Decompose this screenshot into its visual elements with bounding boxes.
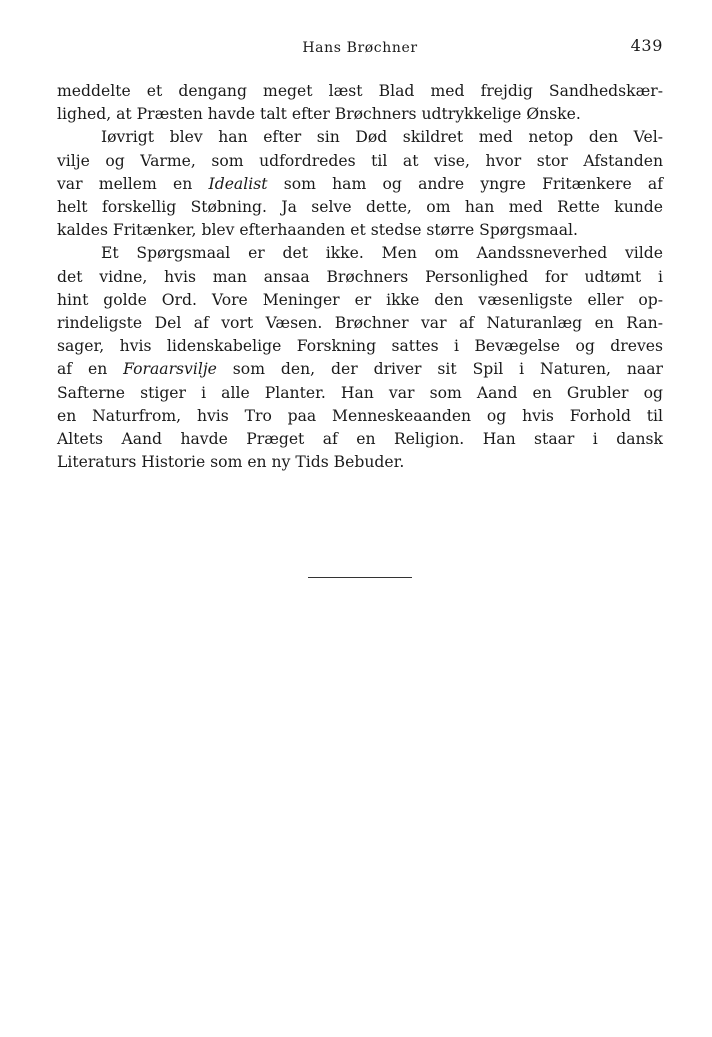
page-number: 439 [630,36,663,55]
text-run: som ham og andre yngre Fritænkere af [267,174,663,193]
text-line: helt forskellig Støbning. Ja selve dette, om han med Rette kunde [57,198,663,217]
running-head [57,36,663,60]
text-line: Literaturs Historie som en ny Tids Bebuder. [57,453,405,472]
text-line: en Naturfrom, hvis Tro paa Menneskeaanden og hvis Forhold til [57,406,663,425]
text-line: hint golde Ord. Vore Meninger er ikke den væsenligste eller op- [57,290,663,309]
text-line: rindeligste Del af vort Væsen. Brøchner var af Naturanlæg en Ran- [57,314,663,333]
text-line: vilje og Varme, som udfordredes til at vise, hvor stor Afstanden [57,151,663,170]
text-line: Et Spørgsmaal er det ikke. Men om Aandssneverhed vilde [101,244,663,263]
emphasis-foraarsvilje: Foraarsvilje [123,360,217,379]
text-line: sager, hvis lidenskabelige Forskning sattes i Bevægelse og dreves [57,337,663,356]
text-line: Altets Aand havde Præget af en Religion. Han staar i dansk [57,430,663,449]
text-run: var mellem en [57,174,209,193]
text-line: kaldes Fritænker, blev efterhaanden et stedse større Spørgsmaal. [57,221,578,240]
end-rule [308,577,412,578]
text-run: af en [57,360,124,379]
emphasis-idealist: Idealist [208,174,268,193]
running-title: Hans Brøchner [302,40,418,56]
text-line: meddelte et dengang meget læst Blad med frejdig Sandhedskær- [57,82,663,100]
text-line: Iøvrigt blev han efter sin Død skildret med netop den Vel- [101,128,663,147]
text-line: lighed, at Præsten havde talt efter Brøchners udtrykkelige Ønske. [57,105,581,124]
text-line [57,173,663,196]
text-line: det vidne, hvis man ansaa Brøchners Personlighed for udtømt i [57,267,663,286]
text-run: som den, der driver sit Spil i Naturen, naar [216,360,663,379]
book-page [57,36,663,474]
text-line: Safterne stiger i alle Planter. Han var som Aand en Grubler og [57,383,663,402]
text-line [57,358,663,381]
body-text [57,80,663,474]
